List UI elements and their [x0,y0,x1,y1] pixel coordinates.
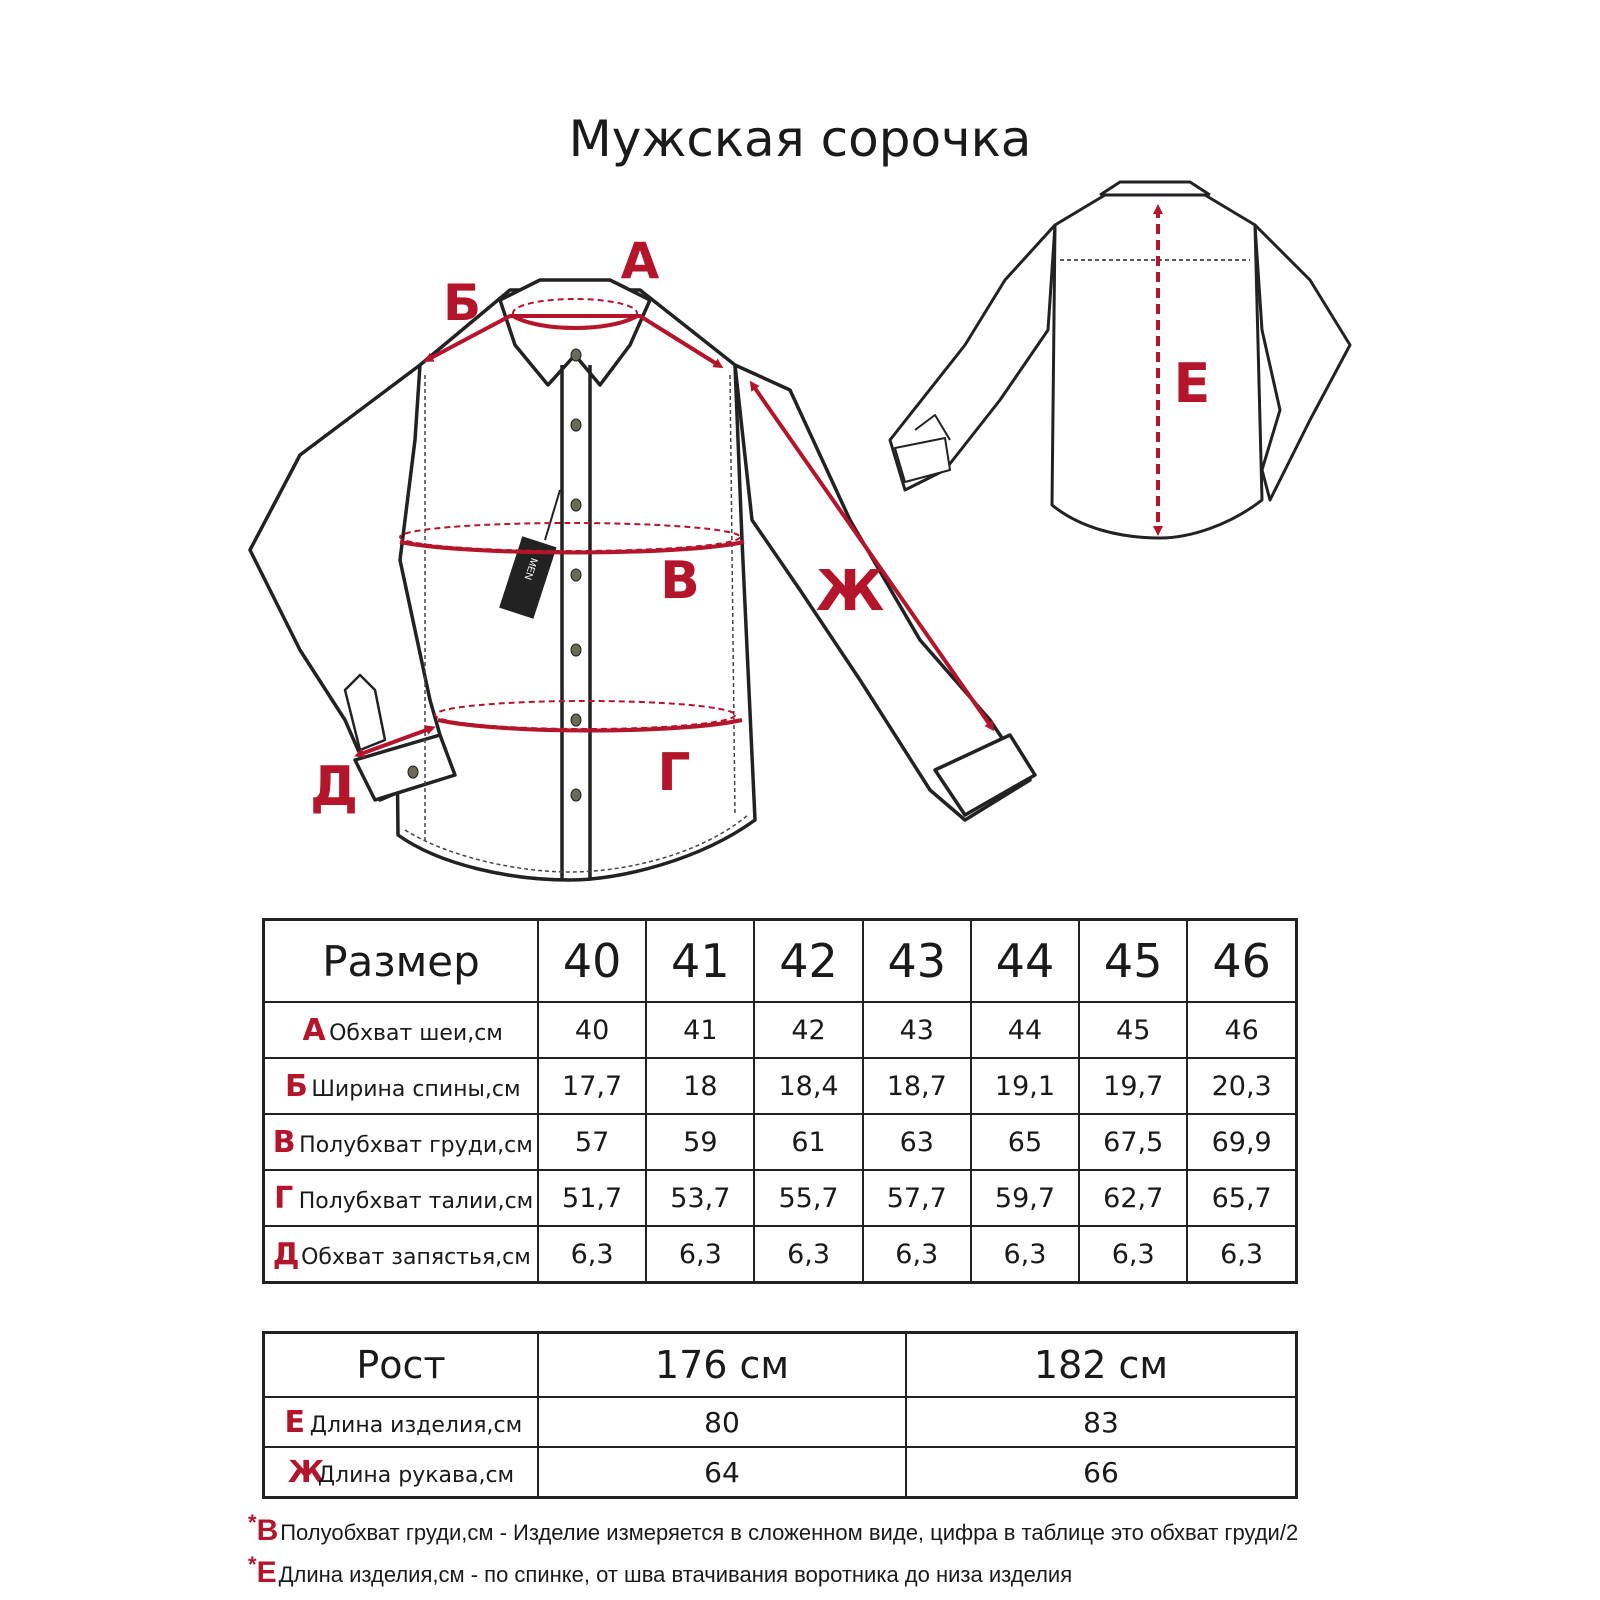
cell: 63 [863,1114,971,1170]
table-row [264,1114,1297,1170]
cell: 59 [646,1114,754,1170]
tag-text: MEN [521,556,540,582]
label-a: А [620,232,660,290]
label-b: Б [442,274,482,332]
cell: 64 [538,1447,906,1498]
cell: 69,9 [1187,1114,1296,1170]
footnote [248,1552,1578,1594]
cell: 6,3 [863,1226,971,1283]
cell: 45 [1079,1002,1187,1058]
cell: 41 [646,1002,754,1058]
label-e: Е [1173,352,1211,415]
cell: 6,3 [1079,1226,1187,1283]
cell: 65,7 [1187,1170,1296,1226]
cell: 44 [971,1002,1079,1058]
size-header-row [264,920,1297,1003]
cell: 19,1 [971,1058,1079,1114]
row-label [264,1226,539,1283]
cell: 65 [971,1114,1079,1170]
height-col: 176 см [538,1333,906,1398]
row-name: Полубхват талии,см [298,1188,534,1214]
row-letter: В [272,1124,296,1160]
footnote-star: * [248,1552,257,1577]
row-label [264,1397,539,1447]
cell: 59,7 [971,1170,1079,1226]
row-letter: Д [272,1236,300,1272]
row-label [264,1058,539,1114]
label-zh: Ж [815,559,885,624]
size-header-label: Размер [264,920,539,1003]
cell: 55,7 [754,1170,862,1226]
height-table [262,1331,1298,1499]
row-name: Длина изделия,см [309,1412,523,1438]
row-letter: Ж [287,1454,325,1490]
footnote [248,1510,1578,1552]
cell: 20,3 [1187,1058,1296,1114]
row-letter: Б [284,1068,308,1104]
height-header-row [264,1333,1297,1398]
size-col: 45 [1079,920,1187,1003]
cell: 66 [906,1447,1297,1498]
cell: 40 [538,1002,646,1058]
cell: 57 [538,1114,646,1170]
row-letter: А [302,1012,326,1048]
row-letter: Е [284,1404,306,1440]
cell: 6,3 [971,1226,1079,1283]
row-label [264,1114,539,1170]
cell: 80 [538,1397,906,1447]
cell: 62,7 [1079,1170,1187,1226]
cell: 6,3 [754,1226,862,1283]
label-d: Д [309,755,359,818]
cell: 51,7 [538,1170,646,1226]
cell: 17,7 [538,1058,646,1114]
back-shirt-outline [890,182,1350,538]
footnote-text: Полуобхват груди,см - Изделие измеряется в сложенном виде, цифра в таблице это обхват груди/2 [280,1520,1299,1545]
cell: 46 [1187,1002,1296,1058]
row-name: Обхват запястья,см [301,1244,531,1270]
size-col: 40 [538,920,646,1003]
table-row [264,1170,1297,1226]
footnote-star: * [248,1510,257,1535]
row-label [264,1447,539,1498]
size-col: 42 [754,920,862,1003]
cell: 67,5 [1079,1114,1187,1170]
page-title: Мужская сорочка [568,110,1032,168]
cell: 83 [906,1397,1297,1447]
table-row [264,1447,1297,1498]
footnote-text: Длина изделия,см - по спинке, от шва втачивания воротника до низа изделия [278,1562,1073,1587]
row-letter: Г [274,1180,294,1216]
label-g: Г [657,743,691,803]
label-v: В [660,551,700,611]
row-name: Полубхват груди,см [299,1132,533,1158]
cell: 6,3 [646,1226,754,1283]
size-col: 46 [1187,920,1296,1003]
size-col: 43 [863,920,971,1003]
cell: 19,7 [1079,1058,1187,1114]
cell: 42 [754,1002,862,1058]
cell: 18,7 [863,1058,971,1114]
row-name: Обхват шеи,см [329,1020,503,1046]
front-shirt-outline [250,280,1035,880]
table-row [264,1397,1297,1447]
table-row [264,1002,1297,1058]
cell: 53,7 [646,1170,754,1226]
footnote-letter: Е [256,1556,277,1589]
table-row [264,1058,1297,1114]
cell: 6,3 [538,1226,646,1283]
height-header-label: Рост [264,1333,539,1398]
footnotes [248,1510,1578,1594]
cell: 61 [754,1114,862,1170]
cell: 18,4 [754,1058,862,1114]
row-name: Длина рукава,см [317,1462,515,1488]
table-row [264,1226,1297,1283]
row-label [264,1170,539,1226]
size-col: 41 [646,920,754,1003]
row-label [264,1002,539,1058]
cell: 57,7 [863,1170,971,1226]
footnote-letter: В [256,1514,279,1547]
row-name: Ширина спины,см [311,1076,521,1102]
cell: 43 [863,1002,971,1058]
cell: 6,3 [1187,1226,1296,1283]
height-col: 182 см [906,1333,1297,1398]
cell: 18 [646,1058,754,1114]
size-table [262,918,1298,1284]
size-col: 44 [971,920,1079,1003]
